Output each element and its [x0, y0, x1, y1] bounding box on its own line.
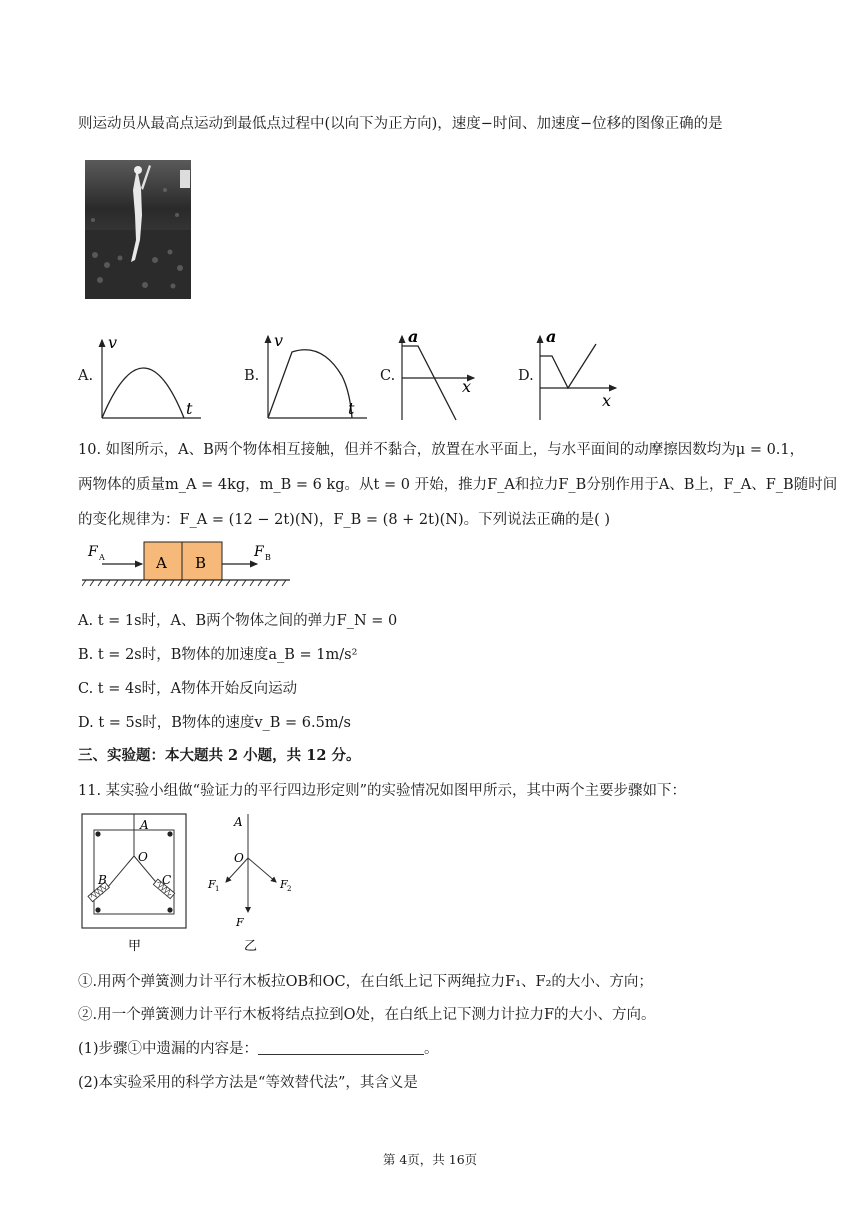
q10-option-d: D. t = 5s时，B物体的速度v_B = 6.5m/s [78, 715, 351, 731]
q11-line-1: 11. 某实验小组做“验证力的平行四边形定则”的实验情况如图甲所示，其中两个主要步骤如下： [78, 783, 686, 799]
axis-label-a: a [408, 327, 419, 346]
q10-option-a: A. t = 1s时，A、B两个物体之间的弹力F_N = 0 [78, 613, 398, 629]
question-intro: 则运动员从最高点运动到最低点过程中(以向下为正方向)，速度−时间、加速度−位移的图像正确的是 [78, 116, 723, 132]
answer-blank[interactable] [258, 1040, 424, 1055]
page-footer: 第 4页，共 16页 [382, 1152, 478, 1167]
axis-label-v: v [108, 333, 118, 352]
label-f1-sub: 1 [215, 885, 220, 893]
force-a-label: F [88, 544, 98, 560]
option-b-label: B. [244, 368, 260, 384]
caption-jia: 甲 [128, 939, 142, 954]
option-c-label: C. [380, 368, 396, 384]
label-c: C [162, 873, 172, 887]
athlete-photo [85, 160, 191, 299]
label-o: O [138, 850, 148, 864]
force-b-label: F [254, 544, 264, 560]
section-heading: 三、实验题：本大题共 2 小题，共 12 分。 [78, 747, 361, 764]
q10-option-b: B. t = 2s时，B物体的加速度a_B = 1m/s² [78, 647, 358, 663]
block-a: A [156, 554, 167, 572]
figure-yi [204, 812, 304, 954]
axis-label-t: t [186, 399, 193, 418]
q10-line-1: 10. 如图所示，A、B两个物体相互接触，但并不黏合，放置在水平面上，与水平面间的动摩擦因数均为μ = 0.1， [78, 442, 805, 458]
option-a-graph [96, 330, 206, 422]
axis-label-v: v [274, 331, 284, 350]
label-f1: F [208, 878, 216, 891]
q10-option-c: C. t = 4s时，A物体开始反向运动 [78, 681, 298, 697]
q11-sub-2: (2)本实验采用的科学方法是“等效替代法”，其含义是 [78, 1075, 418, 1091]
axis-label-a: a [546, 327, 557, 346]
axis-label-x: x [462, 377, 472, 396]
q11-sub-1 [78, 1037, 439, 1058]
label-a: A [140, 818, 149, 832]
q10-blocks-figure [82, 536, 292, 592]
option-b-graph [262, 326, 372, 422]
q10-line-3: 的变化规律为：F_A = (12 − 2t)(N)，F_B = (8 + 2t)(N)。下列说法正确的是( ) [78, 512, 611, 528]
figure-jia [80, 812, 190, 954]
label-f2-sub: 2 [287, 885, 292, 893]
q10-line-2: 两物体的质量m_A = 4kg，m_B = 6 kg。从t = 0 开始，推力F_A和拉力F_B分别作用于A、B上，F_A、F_B随时间 [78, 477, 838, 493]
option-a-label: A. [78, 368, 94, 384]
label-a: A [234, 815, 243, 829]
force-b-sub: B [265, 553, 271, 562]
option-d-label: D. [518, 368, 534, 384]
label-o: O [234, 851, 244, 865]
option-d-graph [534, 326, 624, 422]
q11-sub-1-text: (1)步骤①中遗漏的内容是： [78, 1041, 259, 1057]
option-c-graph [396, 326, 486, 422]
label-b: B [98, 873, 107, 887]
label-f: F [236, 916, 244, 929]
force-a-sub: A [99, 553, 105, 562]
label-f2: F [280, 878, 288, 891]
axis-label-t: t [348, 399, 355, 418]
block-b: B [195, 554, 207, 572]
caption-yi: 乙 [244, 939, 258, 954]
axis-label-x: x [602, 391, 612, 410]
q11-step-2: ②.用一个弹簧测力计平行木板将结点拉到O处，在白纸上记下测力计拉力F的大小、方向。 [78, 1007, 656, 1023]
q11-sub-1-end: 。 [424, 1041, 439, 1057]
q11-step-1: ①.用两个弹簧测力计平行木板拉OB和OC，在白纸上记下两绳拉力F₁、F₂的大小、方向； [78, 974, 653, 990]
